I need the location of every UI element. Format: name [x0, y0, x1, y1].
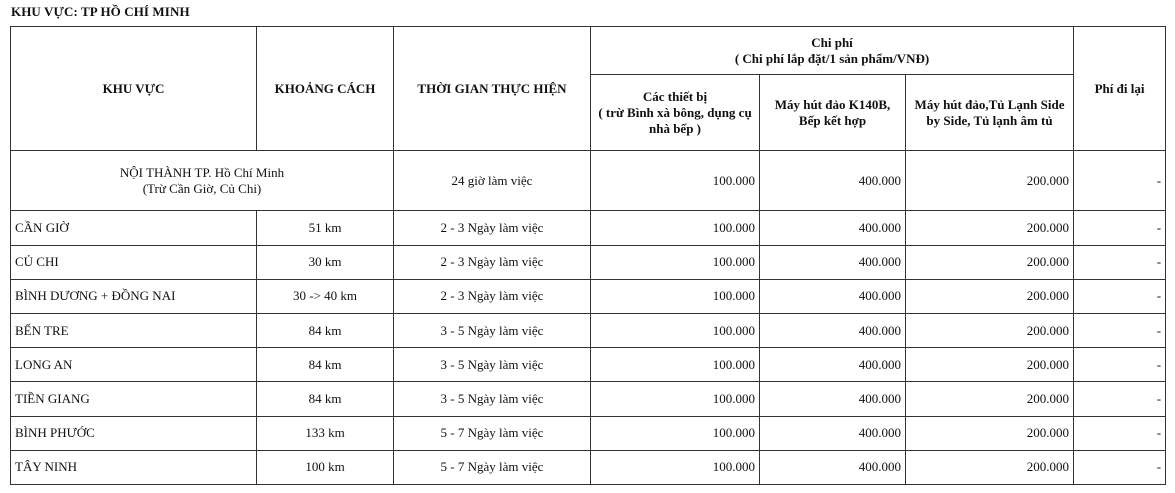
- table-row: [11, 279, 1166, 313]
- cell-distance: 84 km: [257, 382, 394, 416]
- cell-k140b-fee: 400.000: [760, 416, 906, 450]
- cell-devices-fee: 100.000: [591, 348, 760, 382]
- cell-area: BÌNH PHƯỚC: [11, 416, 257, 450]
- cell-time: 3 - 5 Ngày làm việc: [394, 348, 591, 382]
- cell-area: TIỀN GIANG: [11, 382, 257, 416]
- header-cost-group: Chi phí ( Chi phí lắp đặt/1 sản phẩm/VNĐ): [591, 27, 1074, 75]
- cell-devices-fee: 100.000: [591, 279, 760, 313]
- table-row: [11, 450, 1166, 484]
- cell-fridge-fee: 200.000: [906, 151, 1074, 211]
- header-travel-fee: Phí đi lại: [1074, 27, 1166, 151]
- table-row: [11, 382, 1166, 416]
- installation-fee-table: [10, 26, 1166, 485]
- cell-travel-fee: -: [1074, 450, 1166, 484]
- cell-devices-fee: 100.000: [591, 450, 760, 484]
- table-row: [11, 245, 1166, 279]
- cell-fridge-fee: 200.000: [906, 245, 1074, 279]
- cell-area: BÌNH DƯƠNG + ĐỒNG NAI: [11, 279, 257, 313]
- cell-devices-fee: 100.000: [591, 416, 760, 450]
- cell-distance: 84 km: [257, 348, 394, 382]
- header-time: THỜI GIAN THỰC HIỆN: [394, 27, 591, 151]
- header-distance: KHOẢNG CÁCH: [257, 27, 394, 151]
- cell-k140b-fee: 400.000: [760, 245, 906, 279]
- cell-devices-fee: 100.000: [591, 151, 760, 211]
- cell-distance: 51 km: [257, 211, 394, 245]
- cell-time: 2 - 3 Ngày làm việc: [394, 279, 591, 313]
- cell-distance: 30 -> 40 km: [257, 279, 394, 313]
- cell-travel-fee: -: [1074, 416, 1166, 450]
- cell-time: 2 - 3 Ngày làm việc: [394, 211, 591, 245]
- header-fridge: Máy hút đảo,Tủ Lạnh Side by Side, Tủ lạnh âm tủ: [906, 75, 1074, 151]
- cell-fridge-fee: 200.000: [906, 450, 1074, 484]
- cell-k140b-fee: 400.000: [760, 151, 906, 211]
- cell-devices-fee: 100.000: [591, 211, 760, 245]
- header-k140b: Máy hút đảo K140B, Bếp kết hợp: [760, 75, 906, 151]
- cell-fridge-fee: 200.000: [906, 313, 1074, 347]
- cell-travel-fee: -: [1074, 245, 1166, 279]
- cell-time: 3 - 5 Ngày làm việc: [394, 313, 591, 347]
- cell-fridge-fee: 200.000: [906, 279, 1074, 313]
- table-row-inner-city: [11, 151, 1166, 211]
- table-row: [11, 313, 1166, 347]
- cell-travel-fee: -: [1074, 279, 1166, 313]
- region-title: KHU VỰC: TP HỒ CHÍ MINH: [11, 4, 190, 19]
- cell-k140b-fee: 400.000: [760, 211, 906, 245]
- cell-k140b-fee: 400.000: [760, 382, 906, 416]
- cell-time: 5 - 7 Ngày làm việc: [394, 416, 591, 450]
- header-area: KHU VỰC: [11, 27, 257, 151]
- cell-k140b-fee: 400.000: [760, 313, 906, 347]
- cell-distance: 84 km: [257, 313, 394, 347]
- cell-devices-fee: 100.000: [591, 313, 760, 347]
- cell-travel-fee: -: [1074, 348, 1166, 382]
- cell-fridge-fee: 200.000: [906, 416, 1074, 450]
- cell-time: 24 giờ làm việc: [394, 151, 591, 211]
- cell-devices-fee: 100.000: [591, 382, 760, 416]
- header-devices: Các thiết bị ( trừ Bình xà bông, dụng cụ nhà bếp ): [591, 75, 760, 151]
- cell-area: CẦN GIỜ: [11, 211, 257, 245]
- header-row-top: [11, 27, 1166, 75]
- cell-fridge-fee: 200.000: [906, 348, 1074, 382]
- cell-devices-fee: 100.000: [591, 245, 760, 279]
- cell-travel-fee: -: [1074, 151, 1166, 211]
- cell-travel-fee: -: [1074, 382, 1166, 416]
- cell-k140b-fee: 400.000: [760, 348, 906, 382]
- cell-area: NỘI THÀNH TP. Hồ Chí Minh (Trừ Cần Giờ, Củ Chi): [11, 151, 394, 211]
- table-row: [11, 416, 1166, 450]
- cell-area: CỦ CHI: [11, 245, 257, 279]
- cell-distance: 100 km: [257, 450, 394, 484]
- cell-time: 3 - 5 Ngày làm việc: [394, 382, 591, 416]
- table-row: [11, 348, 1166, 382]
- cell-k140b-fee: 400.000: [760, 279, 906, 313]
- cell-fridge-fee: 200.000: [906, 211, 1074, 245]
- cell-k140b-fee: 400.000: [760, 450, 906, 484]
- cell-distance: 133 km: [257, 416, 394, 450]
- cell-distance: 30 km: [257, 245, 394, 279]
- cell-travel-fee: -: [1074, 211, 1166, 245]
- cell-area: BẾN TRE: [11, 313, 257, 347]
- cell-area: LONG AN: [11, 348, 257, 382]
- cell-travel-fee: -: [1074, 313, 1166, 347]
- cell-time: 2 - 3 Ngày làm việc: [394, 245, 591, 279]
- cell-fridge-fee: 200.000: [906, 382, 1074, 416]
- cell-time: 5 - 7 Ngày làm việc: [394, 450, 591, 484]
- table-row: [11, 211, 1166, 245]
- cell-area: TÂY NINH: [11, 450, 257, 484]
